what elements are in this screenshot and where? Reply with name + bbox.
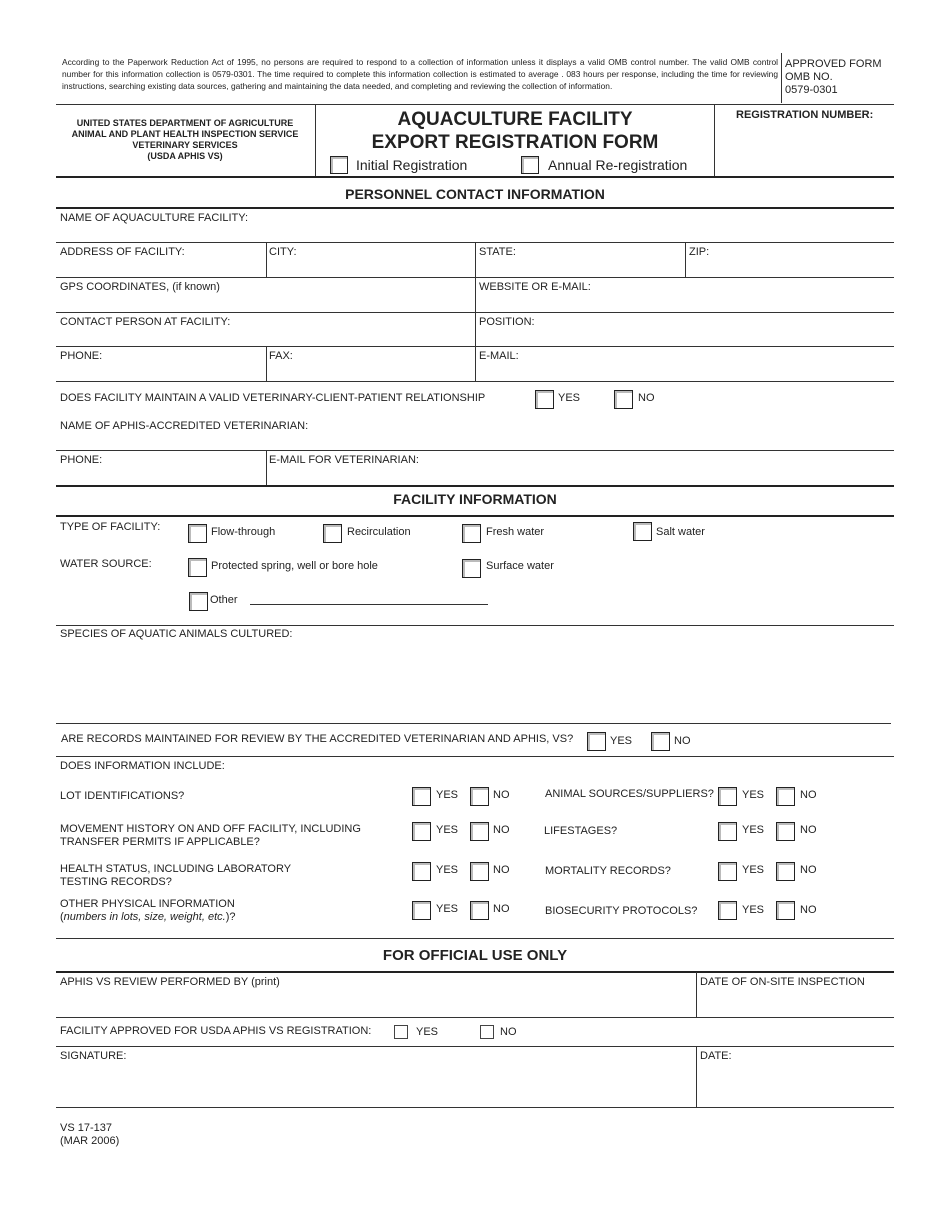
vet-name-label: NAME OF APHIS-ACCREDITED VETERINARIAN: (60, 420, 309, 432)
salt-water-checkbox[interactable] (633, 522, 652, 541)
no-label: NO (493, 789, 510, 801)
agency-block: UNITED STATES DEPARTMENT OF AGRICULTURE ANIMAL AND PLANT HEALTH INSPECTION SERVICE VETERINARY SERVICES (USDA APHIS VS) (71, 118, 299, 161)
yes-label: YES (436, 903, 459, 915)
no-label: NO (493, 824, 510, 836)
records-yes-label: YES (610, 735, 633, 747)
divider (475, 277, 476, 381)
date-label: DATE: (700, 1050, 732, 1062)
divider (56, 381, 894, 382)
divider (56, 312, 894, 313)
divider (56, 938, 894, 939)
physical-info-label: OTHER PHYSICAL INFORMATION (numbers in lots, size, weight, etc.)? (60, 898, 236, 923)
registration-number-label: REGISTRATION NUMBER: (736, 109, 874, 121)
initial-registration-checkbox[interactable] (330, 156, 348, 174)
approved-label: FACILITY APPROVED FOR USDA APHIS VS REGISTRATION: (60, 1025, 372, 1037)
divider (781, 53, 782, 103)
approved-no-label: NO (500, 1026, 517, 1038)
no-label: NO (800, 789, 817, 801)
salt-water-label: Salt water (656, 526, 705, 538)
water-source-label: WATER SOURCE: (60, 558, 152, 570)
includes-label: DOES INFORMATION INCLUDE: (60, 760, 225, 772)
other-source-field[interactable] (250, 604, 488, 605)
no-label: NO (800, 824, 817, 836)
records-no-label: NO (674, 735, 691, 747)
facility-name-field[interactable] (56, 226, 894, 242)
health-yes-checkbox[interactable] (412, 862, 431, 881)
zip-label: ZIP: (689, 246, 710, 258)
fresh-water-checkbox[interactable] (462, 524, 481, 543)
approved-yes-label: YES (416, 1026, 439, 1038)
vcpr-question: DOES FACILITY MAINTAIN A VALID VETERINARY-CLIENT-PATIENT RELATIONSHIP (60, 392, 486, 404)
yes-label: YES (436, 864, 459, 876)
website-label: WEBSITE OR E-MAIL: (479, 281, 591, 293)
review-by-label: APHIS VS REVIEW PERFORMED BY (print) (60, 976, 280, 988)
address-label: ADDRESS OF FACILITY: (60, 246, 185, 258)
lifestages-yes-checkbox[interactable] (718, 822, 737, 841)
divider (56, 1046, 894, 1047)
species-field[interactable] (56, 643, 894, 721)
animal-sources-label: ANIMAL SOURCES/SUPPLIERS? (545, 788, 714, 800)
annual-reregistration-label: Annual Re-registration (548, 157, 688, 173)
inspection-date-field[interactable] (698, 990, 894, 1016)
mortality-yes-checkbox[interactable] (718, 862, 737, 881)
yes-label: YES (742, 864, 765, 876)
divider (696, 972, 697, 1017)
vcpr-no-label: NO (638, 392, 655, 404)
divider (56, 971, 894, 973)
vcpr-yes-label: YES (558, 392, 581, 404)
personnel-section-title: PERSONNEL CONTACT INFORMATION (345, 186, 605, 202)
signature-field[interactable] (56, 1064, 696, 1106)
no-label: NO (800, 904, 817, 916)
no-label: NO (493, 903, 510, 915)
official-section-title: FOR OFFICIAL USE ONLY (382, 947, 568, 964)
state-label: STATE: (479, 246, 516, 258)
vet-email-label: E-MAIL FOR VETERINARIAN: (269, 454, 419, 466)
contact-person-label: CONTACT PERSON AT FACILITY: (60, 316, 231, 328)
divider (266, 346, 267, 381)
no-label: NO (800, 864, 817, 876)
lifestages-no-checkbox[interactable] (776, 822, 795, 841)
lot-ids-label: LOT IDENTIFICATIONS? (60, 790, 185, 802)
divider (56, 723, 891, 724)
animal-sources-no-checkbox[interactable] (776, 787, 795, 806)
records-yes-checkbox[interactable] (587, 732, 606, 751)
position-label: POSITION: (479, 316, 535, 328)
registration-number-field[interactable] (716, 124, 892, 174)
divider (56, 450, 894, 451)
email-label: E-MAIL: (479, 350, 519, 362)
physical-yes-checkbox[interactable] (412, 901, 431, 920)
gps-label: GPS COORDINATES, (if known) (60, 281, 220, 293)
surface-water-checkbox[interactable] (462, 559, 481, 578)
lot-ids-yes-checkbox[interactable] (412, 787, 431, 806)
divider (56, 346, 894, 347)
mortality-label: MORTALITY RECORDS? (545, 865, 671, 877)
date-field[interactable] (698, 1064, 894, 1106)
flow-through-label: Flow-through (211, 526, 276, 538)
vet-phone-label: PHONE: (60, 454, 103, 466)
biosecurity-yes-checkbox[interactable] (718, 901, 737, 920)
approved-no-checkbox[interactable] (480, 1025, 494, 1039)
recirculation-checkbox[interactable] (323, 524, 342, 543)
vcpr-no-checkbox[interactable] (614, 390, 633, 409)
approved-yes-checkbox[interactable] (394, 1025, 408, 1039)
city-label: CITY: (269, 246, 297, 258)
divider (56, 485, 894, 487)
biosecurity-no-checkbox[interactable] (776, 901, 795, 920)
yes-label: YES (742, 824, 765, 836)
inspection-date-label: DATE OF ON-SITE INSPECTION (700, 976, 865, 988)
signature-label: SIGNATURE: (60, 1050, 127, 1062)
divider (696, 1046, 697, 1107)
form-title: AQUACULTURE FACILITY EXPORT REGISTRATION FORM (371, 109, 659, 153)
other-source-checkbox[interactable] (189, 592, 208, 611)
divider (266, 450, 267, 485)
mortality-no-checkbox[interactable] (776, 862, 795, 881)
divider (56, 207, 894, 209)
records-no-checkbox[interactable] (651, 732, 670, 751)
divider (714, 104, 715, 176)
facility-type-label: TYPE OF FACILITY: (60, 521, 161, 533)
protected-spring-label: Protected spring, well or bore hole (211, 560, 378, 572)
health-no-checkbox[interactable] (470, 862, 489, 881)
divider (56, 176, 894, 178)
initial-registration-label: Initial Registration (356, 157, 468, 173)
divider (56, 1017, 894, 1018)
vcpr-yes-checkbox[interactable] (535, 390, 554, 409)
omb-approval: APPROVED FORM OMB NO. 0579-0301 (785, 58, 882, 96)
no-label: NO (493, 864, 510, 876)
biosecurity-label: BIOSECURITY PROTOCOLS? (545, 905, 698, 917)
lot-ids-no-checkbox[interactable] (470, 787, 489, 806)
divider (685, 242, 686, 277)
surface-water-label: Surface water (486, 560, 554, 572)
lifestages-label: LIFESTAGES? (544, 825, 618, 837)
species-label: SPECIES OF AQUATIC ANIMALS CULTURED: (60, 628, 293, 640)
yes-label: YES (742, 904, 765, 916)
flow-through-checkbox[interactable] (188, 524, 207, 543)
movement-history-label: MOVEMENT HISTORY ON AND OFF FACILITY, INCLUDING TRANSFER PERMITS IF APPLICABLE? (60, 823, 361, 848)
yes-label: YES (742, 789, 765, 801)
records-question: ARE RECORDS MAINTAINED FOR REVIEW BY THE ACCREDITED VETERINARIAN AND APHIS, VS? (61, 733, 574, 745)
facility-section-title: FACILITY INFORMATION (393, 491, 557, 507)
paperwork-notice: According to the Paperwork Reduction Act of 1995, no persons are required to respond to a collection of information unless it displays a valid OMB control number. The valid OMB control number for this information collection is 0579-0301. The time required to complete this information collection is estimated to average . 083 hours per response, including the time for reviewing instructions, searching existing data sources, gathering and maintaining the data needed, and completing and reviewing the collection of information. (62, 57, 778, 91)
annual-reregistration-checkbox[interactable] (521, 156, 539, 174)
movement-no-checkbox[interactable] (470, 822, 489, 841)
phone-label: PHONE: (60, 350, 103, 362)
movement-yes-checkbox[interactable] (412, 822, 431, 841)
divider (56, 515, 894, 517)
yes-label: YES (436, 789, 459, 801)
review-by-field[interactable] (56, 990, 696, 1016)
health-status-label: HEALTH STATUS, INCLUDING LABORATORY TESTING RECORDS? (60, 863, 292, 888)
divider (56, 756, 894, 757)
animal-sources-yes-checkbox[interactable] (718, 787, 737, 806)
facility-name-label: NAME OF AQUACULTURE FACILITY: (60, 212, 249, 224)
divider (56, 1107, 894, 1108)
recirculation-label: Recirculation (347, 526, 411, 538)
divider (56, 625, 894, 626)
divider (266, 242, 267, 277)
form-id: VS 17-137 (MAR 2006) (60, 1122, 120, 1147)
divider (475, 242, 476, 277)
yes-label: YES (436, 824, 459, 836)
protected-spring-checkbox[interactable] (188, 558, 207, 577)
physical-no-checkbox[interactable] (470, 901, 489, 920)
divider (56, 104, 894, 105)
fresh-water-label: Fresh water (486, 526, 545, 538)
other-source-label: Other (210, 594, 238, 606)
fax-label: FAX: (269, 350, 293, 362)
